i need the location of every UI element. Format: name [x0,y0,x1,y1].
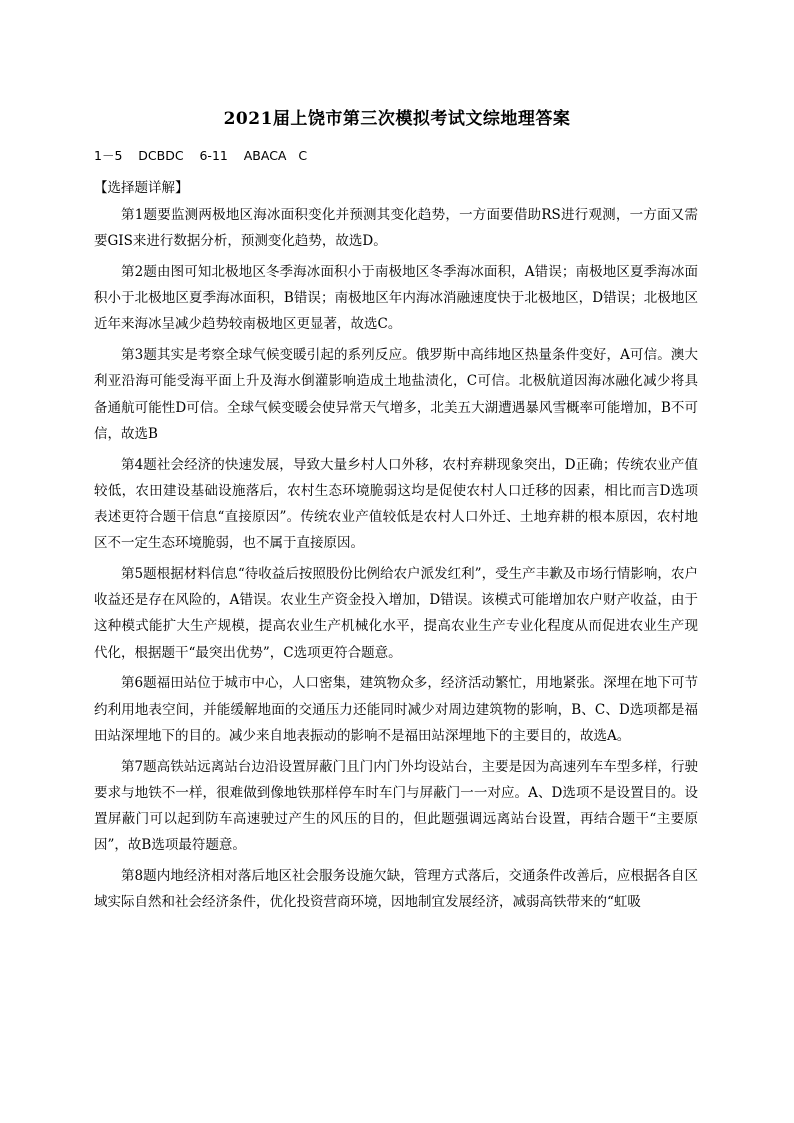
explanation-paragraph-3: 第3题其实是考察全球气候变暖引起的系列反应。俄罗斯中高纬地区热量条件变好，A可信。澳大利亚沿海可能受海平面上升及海水倒灌影响造成土地盐渍化，C可信。北极航道因海冰融化减少将具备通航可能性D可信。全球气候变暖会使异常天气增多，北美五大湖遭遇暴风雪概率可能增加，B不可信，故选B [94,347,698,442]
explanation-paragraph-1: 第1题要监测两极地区海冰面积变化并预测其变化趋势，一方面要借助RS进行观测，一方面又需要GIS来进行数据分析，预测变化趋势，故选D。 [94,207,698,250]
explanation-body [94,202,698,920]
explanation-paragraph-5: 第5题根据材料信息“待收益后按照股份比例给农户派发红利”，受生产丰歉及市场行情影响，农户收益还是存在风险的，A错误。农业生产资金投入增加，D错误。该模式可能增加农户财产收益，由于这种模式能扩大生产规模，提高农业生产机械化水平，提高农业生产专业化程度从而促进农业生产现代化，根据题干“最突出优势”，C选项更符合题意。 [94,566,698,661]
document-title: 2021届上饶市第三次模拟考试文综地理答案 [223,109,571,129]
explanation-paragraph-7: 第7题高铁站远离站台边沿设置屏蔽门且门内门外均设站台，主要是因为高速列车车型多样，行驶要求与地铁不一样，很难做到像地铁那样停车时车门与屏蔽门一一对应。A、D选项不是设置目的。设置屏蔽门可以起到防车高速驶过产生的风压的目的，但此题强调远离站台设置，再结合题干“主要原因”，故B选项最符题意。 [94,758,698,854]
explanation-paragraph-2: 第2题由图可知北极地区冬季海冰面积小于南极地区冬季海冰面积，A错误；南极地区夏季海冰面积小于北极地区夏季海冰面积，B错误；南极地区年内海冰消融速度快于北极地区，D错误；北极地区近年来海冰呈减少趋势较南极地区更显著，故选C。 [94,264,698,333]
section-heading: 【选择题详解】 [94,180,189,196]
explanation-paragraph-6: 第6题福田站位于城市中心，人口密集，建筑物众多，经济活动繁忙，用地紧张。深埋在地下可节约利用地表空间，并能缓解地面的交通压力还能同时减少对周边建筑物的影响，B、C、D选项都是福田站深埋地下的目的。减少来自地表振动的影响不是福田站深埋地下的主要目的，故选A。 [94,675,698,744]
explanation-paragraph-8: 第8题内地经济相对落后地区社会服务设施欠缺，管理方式落后，交通条件改善后，应根据各自区域实际自然和社会经济条件，优化投资营商环境，因地制宜发展经济，减弱高铁带来的“虹吸 [94,868,698,911]
answer-key: 1－5 DCBDC 6-11 ABACA C [94,148,308,163]
explanation-paragraph-4: 第4题社会经济的快速发展，导致大量乡村人口外移，农村弃耕现象突出，D正确；传统农业产值较低，农田建设基础设施落后，农村生态环境脆弱这均是促使农村人口迁移的因素，相比而言D选项表述更符合题干信息“直接原因”。传统农业产值较低是农村人口外迁、土地弃耕的根本原因，农村地区不一定生态环境脆弱，也不属于直接原因。 [94,456,698,552]
